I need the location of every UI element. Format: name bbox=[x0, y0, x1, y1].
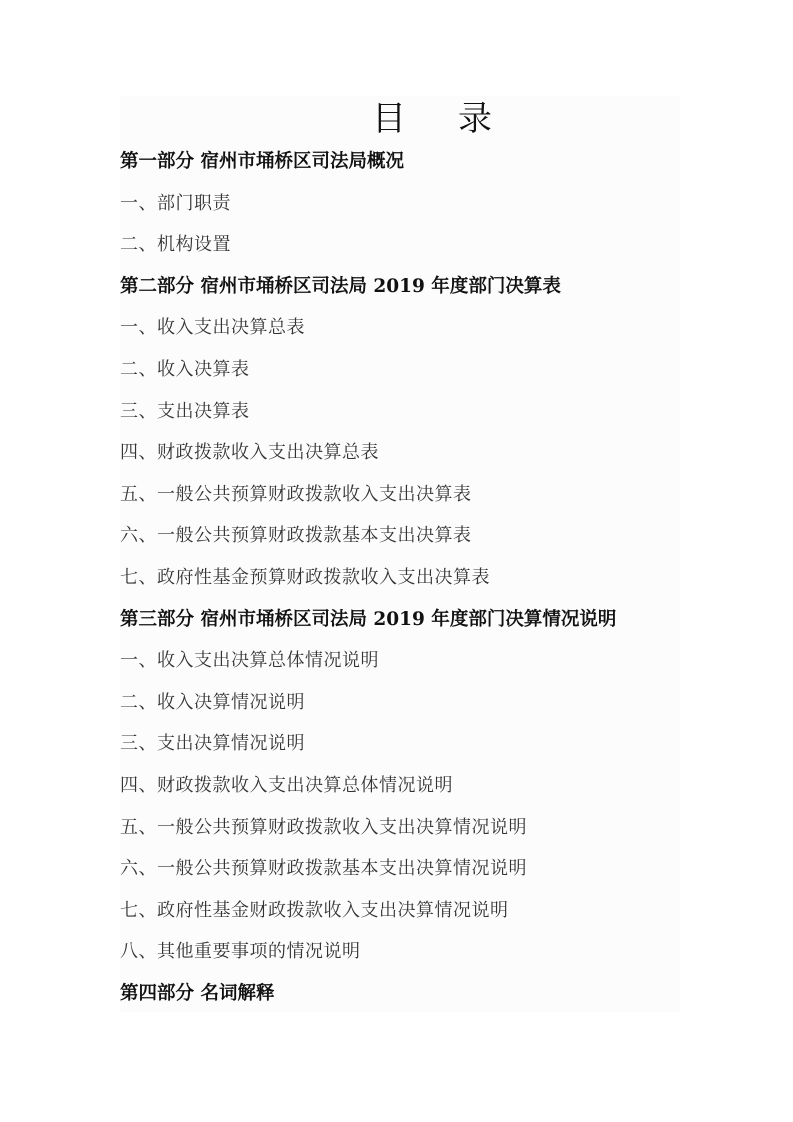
toc-entry bbox=[120, 855, 680, 897]
toc-part-label: 第三部分 宿州市埇桥区司法局 2019 年度部门决算情况说明 bbox=[120, 608, 617, 630]
toc-entry bbox=[120, 481, 680, 523]
toc-entry bbox=[120, 689, 680, 731]
toc-entry bbox=[120, 314, 680, 356]
toc-entry bbox=[120, 772, 680, 814]
toc-entry bbox=[120, 897, 680, 939]
toc-entry bbox=[120, 814, 680, 856]
toc-entry bbox=[120, 231, 680, 273]
toc-list bbox=[120, 148, 680, 1021]
toc-entry-label: 七、政府性基金预算财政拨款收入支出决算表 bbox=[120, 566, 490, 588]
toc-entry-label: 二、收入决算表 bbox=[120, 358, 250, 380]
toc-part-2 bbox=[120, 273, 680, 315]
toc-part-label: 第四部分 名词解释 bbox=[120, 982, 275, 1004]
toc-entry-label: 一、收入支出决算总体情况说明 bbox=[120, 650, 379, 672]
toc-part-3 bbox=[120, 606, 680, 648]
toc-part-label: 第二部分 宿州市埇桥区司法局 2019 年度部门决算表 bbox=[120, 275, 561, 297]
toc-entry-label: 六、一般公共预算财政拨款基本支出决算情况说明 bbox=[120, 858, 527, 880]
toc-entry bbox=[120, 730, 680, 772]
toc-entry-label: 五、一般公共预算财政拨款收入支出决算表 bbox=[120, 483, 472, 505]
toc-entry bbox=[120, 190, 680, 232]
toc-entry bbox=[120, 356, 680, 398]
document-page bbox=[120, 96, 680, 1012]
toc-entry-label: 八、其他重要事项的情况说明 bbox=[120, 941, 361, 963]
toc-entry-label: 二、机构设置 bbox=[120, 234, 231, 256]
toc-entry-label: 五、一般公共预算财政拨款收入支出决算情况说明 bbox=[120, 816, 527, 838]
toc-entry bbox=[120, 522, 680, 564]
toc-entry bbox=[120, 564, 680, 606]
toc-entry bbox=[120, 439, 680, 481]
toc-entry-label: 四、财政拨款收入支出决算总表 bbox=[120, 442, 379, 464]
toc-entry-label: 七、政府性基金财政拨款收入支出决算情况说明 bbox=[120, 899, 509, 921]
toc-entry-label: 一、部门职责 bbox=[120, 192, 231, 214]
toc-entry-label: 四、财政拨款收入支出决算总体情况说明 bbox=[120, 774, 453, 796]
toc-entry-label: 二、收入决算情况说明 bbox=[120, 691, 305, 713]
toc-part-4 bbox=[120, 980, 680, 1022]
toc-entry-label: 六、一般公共预算财政拨款基本支出决算表 bbox=[120, 525, 472, 547]
toc-entry bbox=[120, 647, 680, 689]
toc-entry bbox=[120, 938, 680, 980]
toc-part-1 bbox=[120, 148, 680, 190]
toc-part-label: 第一部分 宿州市埇桥区司法局概况 bbox=[120, 151, 404, 172]
toc-entry-label: 三、支出决算情况说明 bbox=[120, 733, 305, 755]
toc-entry-label: 一、收入支出决算总表 bbox=[120, 317, 305, 339]
toc-entry bbox=[120, 398, 680, 440]
toc-entry-label: 三、支出决算表 bbox=[120, 400, 250, 422]
toc-title: 目录 bbox=[372, 99, 544, 139]
